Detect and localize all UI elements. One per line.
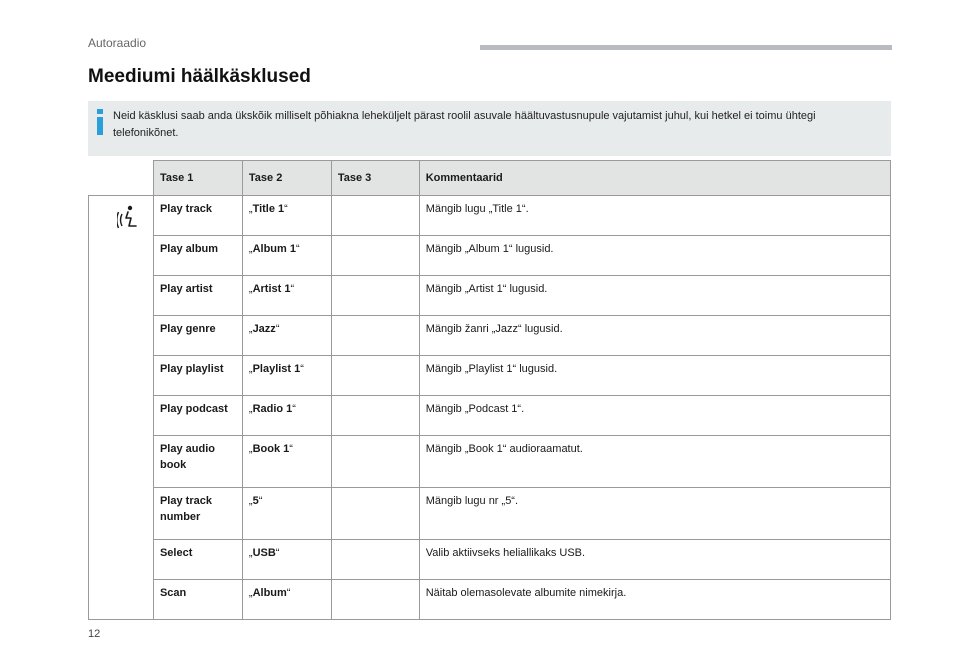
header-level2: Tase 2 — [242, 161, 331, 196]
voice-commands-table — [88, 160, 891, 620]
cell-level1: Play genre — [153, 316, 242, 356]
cell-comment: Mängib „Book 1“ audioraamatut. — [419, 436, 890, 488]
cell-comment: Näitab olemasolevate albumite nimekirja. — [419, 580, 890, 620]
icon-cell — [89, 196, 154, 620]
cell-level3 — [331, 236, 419, 276]
info-text: Neid käsklusi saab anda ükskõik milliselt põhiakna leheküljelt pärast roolil asuvale häältuvastusnupule vajutamist juhul, kui hetkel ei toimu ühtegi telefonikõnet. — [113, 110, 816, 139]
voice-command-icon — [117, 205, 139, 231]
cell-level2: „Playlist 1“ — [242, 356, 331, 396]
table-header-row — [89, 161, 891, 196]
cell-level3 — [331, 436, 419, 488]
cell-level2: „Title 1“ — [242, 196, 331, 236]
cell-level3 — [331, 196, 419, 236]
cell-comment: Mängib „Podcast 1“. — [419, 396, 890, 436]
cell-level2: „Artist 1“ — [242, 276, 331, 316]
table-row — [89, 276, 891, 316]
cell-level3 — [331, 356, 419, 396]
cell-level2: „Jazz“ — [242, 316, 331, 356]
cell-comment: Mängib „Album 1“ lugusid. — [419, 236, 890, 276]
cell-level1: Scan — [153, 580, 242, 620]
cell-level1: Play podcast — [153, 396, 242, 436]
cell-level2: „Album 1“ — [242, 236, 331, 276]
cell-level2: „Radio 1“ — [242, 396, 331, 436]
cell-level3 — [331, 276, 419, 316]
cell-level1: Play audio book — [153, 436, 242, 488]
table-row — [89, 356, 891, 396]
cell-level1: Play track — [153, 196, 242, 236]
cell-level3 — [331, 540, 419, 580]
cell-level3 — [331, 396, 419, 436]
cell-level2: „USB“ — [242, 540, 331, 580]
table-row — [89, 436, 891, 488]
cell-comment: Mängib lugu nr „5“. — [419, 488, 890, 540]
cell-level1: Play album — [153, 236, 242, 276]
header-level1: Tase 1 — [153, 161, 242, 196]
cell-comment: Mängib „Playlist 1“ lugusid. — [419, 356, 890, 396]
table-row — [89, 580, 891, 620]
cell-comment: Valib aktiivseks heliallikaks USB. — [419, 540, 890, 580]
cell-level1: Select — [153, 540, 242, 580]
info-box — [88, 101, 891, 156]
table-row — [89, 316, 891, 356]
table-row — [89, 488, 891, 540]
cell-comment: Mängib lugu „Title 1“. — [419, 196, 890, 236]
cell-level3 — [331, 488, 419, 540]
page-title: Meediumi häälkäsklused — [88, 66, 311, 87]
header-comments: Kommentaarid — [419, 161, 890, 196]
cell-comment: Mängib žanri „Jazz“ lugusid. — [419, 316, 890, 356]
header-level3: Tase 3 — [331, 161, 419, 196]
cell-level2: „Album“ — [242, 580, 331, 620]
cell-level2: „5“ — [242, 488, 331, 540]
table-row — [89, 540, 891, 580]
header-blank-cell — [89, 161, 154, 196]
cell-level1: Play track number — [153, 488, 242, 540]
cell-level3 — [331, 316, 419, 356]
section-label: Autoraadio — [88, 36, 147, 50]
info-icon — [97, 109, 103, 135]
cell-level1: Play playlist — [153, 356, 242, 396]
cell-level1: Play artist — [153, 276, 242, 316]
table-row — [89, 396, 891, 436]
cell-level2: „Book 1“ — [242, 436, 331, 488]
page-number: 12 — [88, 628, 101, 640]
cell-level3 — [331, 580, 419, 620]
header-bar — [480, 45, 892, 50]
cell-comment: Mängib „Artist 1“ lugusid. — [419, 276, 890, 316]
table-row — [89, 236, 891, 276]
table-row — [89, 196, 891, 236]
